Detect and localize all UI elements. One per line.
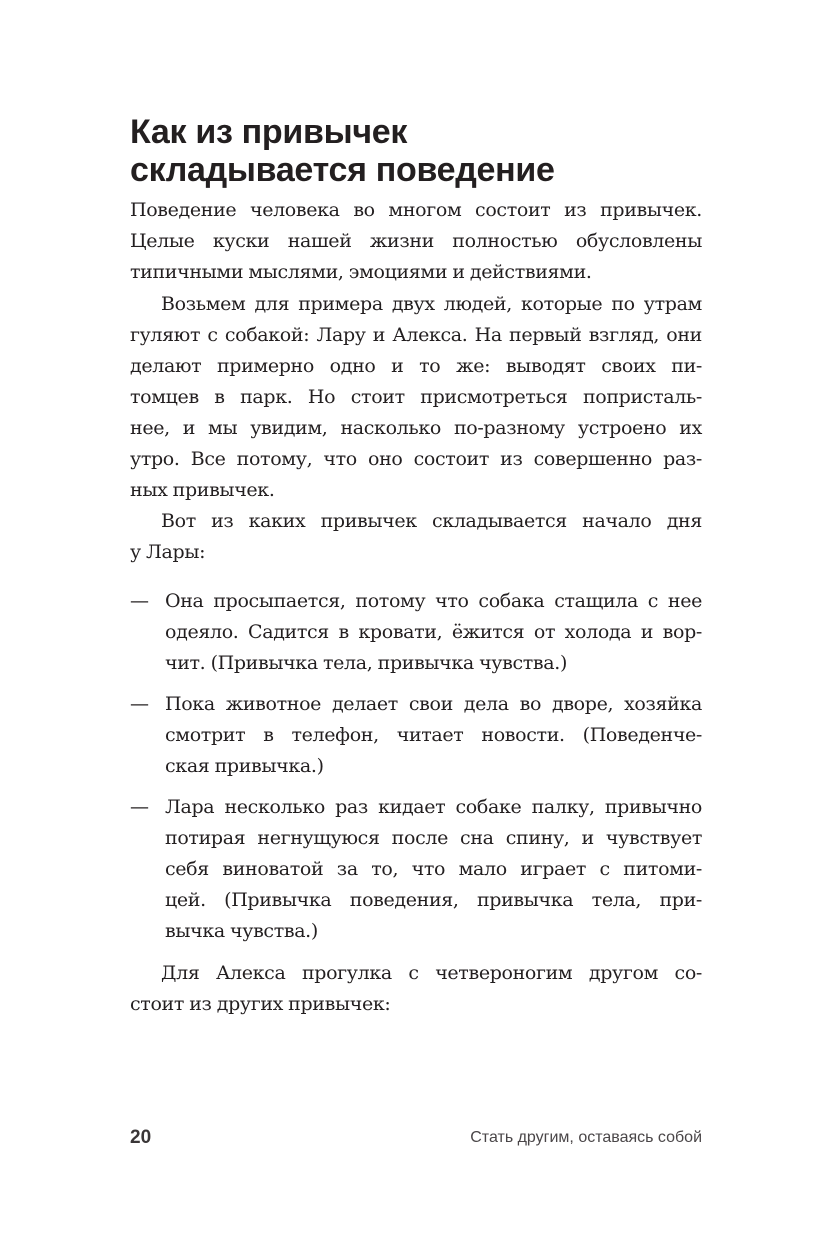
habits-list bbox=[130, 586, 702, 957]
dash-bullet: — bbox=[130, 693, 149, 715]
list-item bbox=[130, 586, 702, 679]
text-line: типичными мыслями, эмоциями и действиями. bbox=[130, 261, 592, 283]
text-line: у Лары: bbox=[130, 541, 206, 563]
text-line: потирая негнущуюся после сна спину, и чувствует bbox=[165, 827, 702, 849]
list-item bbox=[130, 792, 702, 947]
text-line: цей. (Привычка поведения, привычка тела, при- bbox=[165, 889, 702, 911]
text-line: стоит из других привычек: bbox=[130, 993, 391, 1015]
text-line: смотрит в телефон, читает новости. (Поведенче- bbox=[165, 724, 702, 746]
text-line: вычка чувства.) bbox=[165, 920, 318, 942]
text-line: утро. Все потому, что оно состоит из совершенно раз- bbox=[130, 448, 702, 470]
text-line: чит. (Привычка тела, привычка чувства.) bbox=[165, 652, 568, 674]
section-heading-line: складывается поведение bbox=[130, 151, 555, 189]
list-item bbox=[130, 689, 702, 782]
text-line: ных привычек. bbox=[130, 479, 275, 501]
text-line: нее, и мы увидим, насколько по-разному устроено их bbox=[130, 417, 702, 439]
page-footer bbox=[130, 1127, 702, 1157]
paragraph-lara-intro bbox=[130, 506, 702, 568]
text-line: Вот из каких привычек складывается начало дня bbox=[161, 510, 702, 532]
paragraph-intro bbox=[130, 195, 702, 288]
text-line: Она просыпается, потому что собака стащила с нее bbox=[165, 590, 702, 612]
dash-bullet: — bbox=[130, 590, 149, 612]
text-line: Пока животное делает свои дела во дворе, хозяйка bbox=[165, 693, 702, 715]
paragraph-alex-intro bbox=[130, 958, 702, 1020]
book-page bbox=[130, 0, 702, 1240]
text-line: Поведение человека во многом состоит из привычек. bbox=[130, 199, 702, 221]
running-title: Стать другим, оставаясь собой bbox=[470, 1129, 702, 1146]
page-number: 20 bbox=[130, 1127, 152, 1148]
text-line: одеяло. Садится в кровати, ёжится от холода и вор- bbox=[165, 621, 702, 643]
text-line: гуляют с собакой: Лару и Алекса. На первый взгляд, они bbox=[130, 324, 702, 346]
dash-bullet: — bbox=[130, 796, 149, 818]
text-line: Возьмем для примера двух людей, которые по утрам bbox=[161, 293, 702, 315]
text-line: томцев в парк. Но стоит присмотреться попристаль- bbox=[130, 386, 702, 408]
text-line: делают примерно одно и то же: выводят своих пи- bbox=[130, 355, 702, 377]
paragraph-example bbox=[130, 289, 702, 506]
section-heading-line: Как из привычек bbox=[130, 113, 408, 151]
text-line: Целые куски нашей жизни полностью обусловлены bbox=[130, 230, 702, 252]
text-line: Лара несколько раз кидает собаке палку, привычно bbox=[165, 796, 702, 818]
text-line: ская привычка.) bbox=[165, 755, 324, 777]
section-heading bbox=[130, 113, 702, 189]
text-line: Для Алекса прогулка с четвероногим другом со- bbox=[161, 962, 702, 984]
text-line: себя виноватой за то, что мало играет с питоми- bbox=[165, 858, 702, 880]
